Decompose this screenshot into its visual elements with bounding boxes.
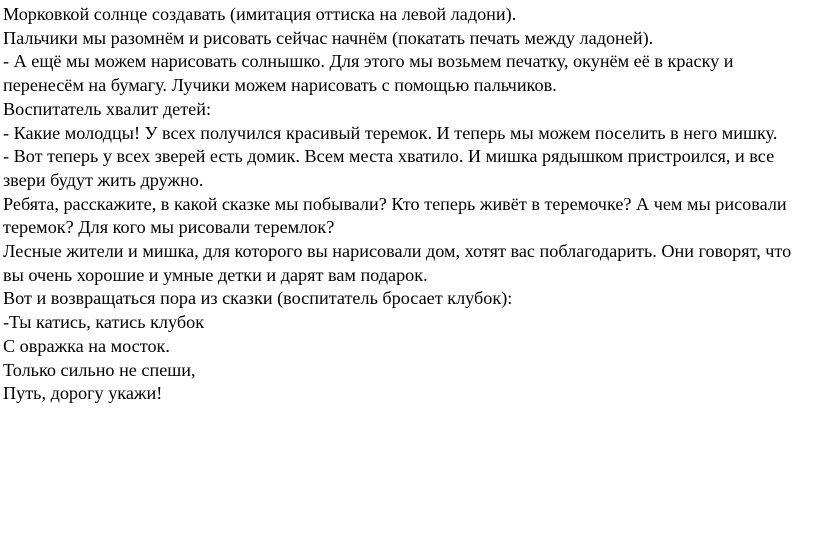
paragraph-8: Лесные жители и мишка, для которого вы нарисовали дом, хотят вас поблагодарить. Они говорят, что вы очень хорошие и умные детки и дарят вам подарок. <box>3 241 792 285</box>
paragraph-6: - Вот теперь у всех зверей есть домик. Всем места хватило. И мишка рядышком пристроился, и все звери будут жить дружно. <box>3 146 775 190</box>
paragraph-4: Воспитатель хвалит детей: <box>3 98 212 119</box>
document-body <box>3 3 813 406</box>
paragraph-9: Вот и возвращаться пора из сказки (воспитатель бросает клубок): <box>3 288 513 309</box>
poem-line-1: -Ты катись, катись клубок <box>3 312 205 333</box>
paragraph-2: Пальчики мы разомнём и рисовать сейчас начнём (покатать печать между ладоней). <box>3 27 654 48</box>
paragraph-5: - Какие молодцы! У всех получился красивый теремок. И теперь мы можем поселить в него мишку. <box>3 122 778 143</box>
poem-line-2: С овражка на мосток. <box>3 335 170 356</box>
paragraph-3: - А ещё мы можем нарисовать солнышко. Для этого мы возьмем печатку, окунём её в краску и перенесём на бумагу. Лучики можем нарисовать с помощью пальчиков. <box>3 51 734 96</box>
poem-line-4: Путь, дорогу укажи! <box>3 383 163 404</box>
paragraph-7: Ребята, расскажите, в какой сказке мы побывали? Кто теперь живёт в теремочке? А чем мы рисовали теремок? Для кого мы рисовали теремлок? <box>3 193 787 238</box>
paragraph-1: Морковкой солнце создавать (имитация оттиска на левой ладони). <box>3 4 517 24</box>
poem-line-3: Только сильно не спеши, <box>3 359 196 380</box>
